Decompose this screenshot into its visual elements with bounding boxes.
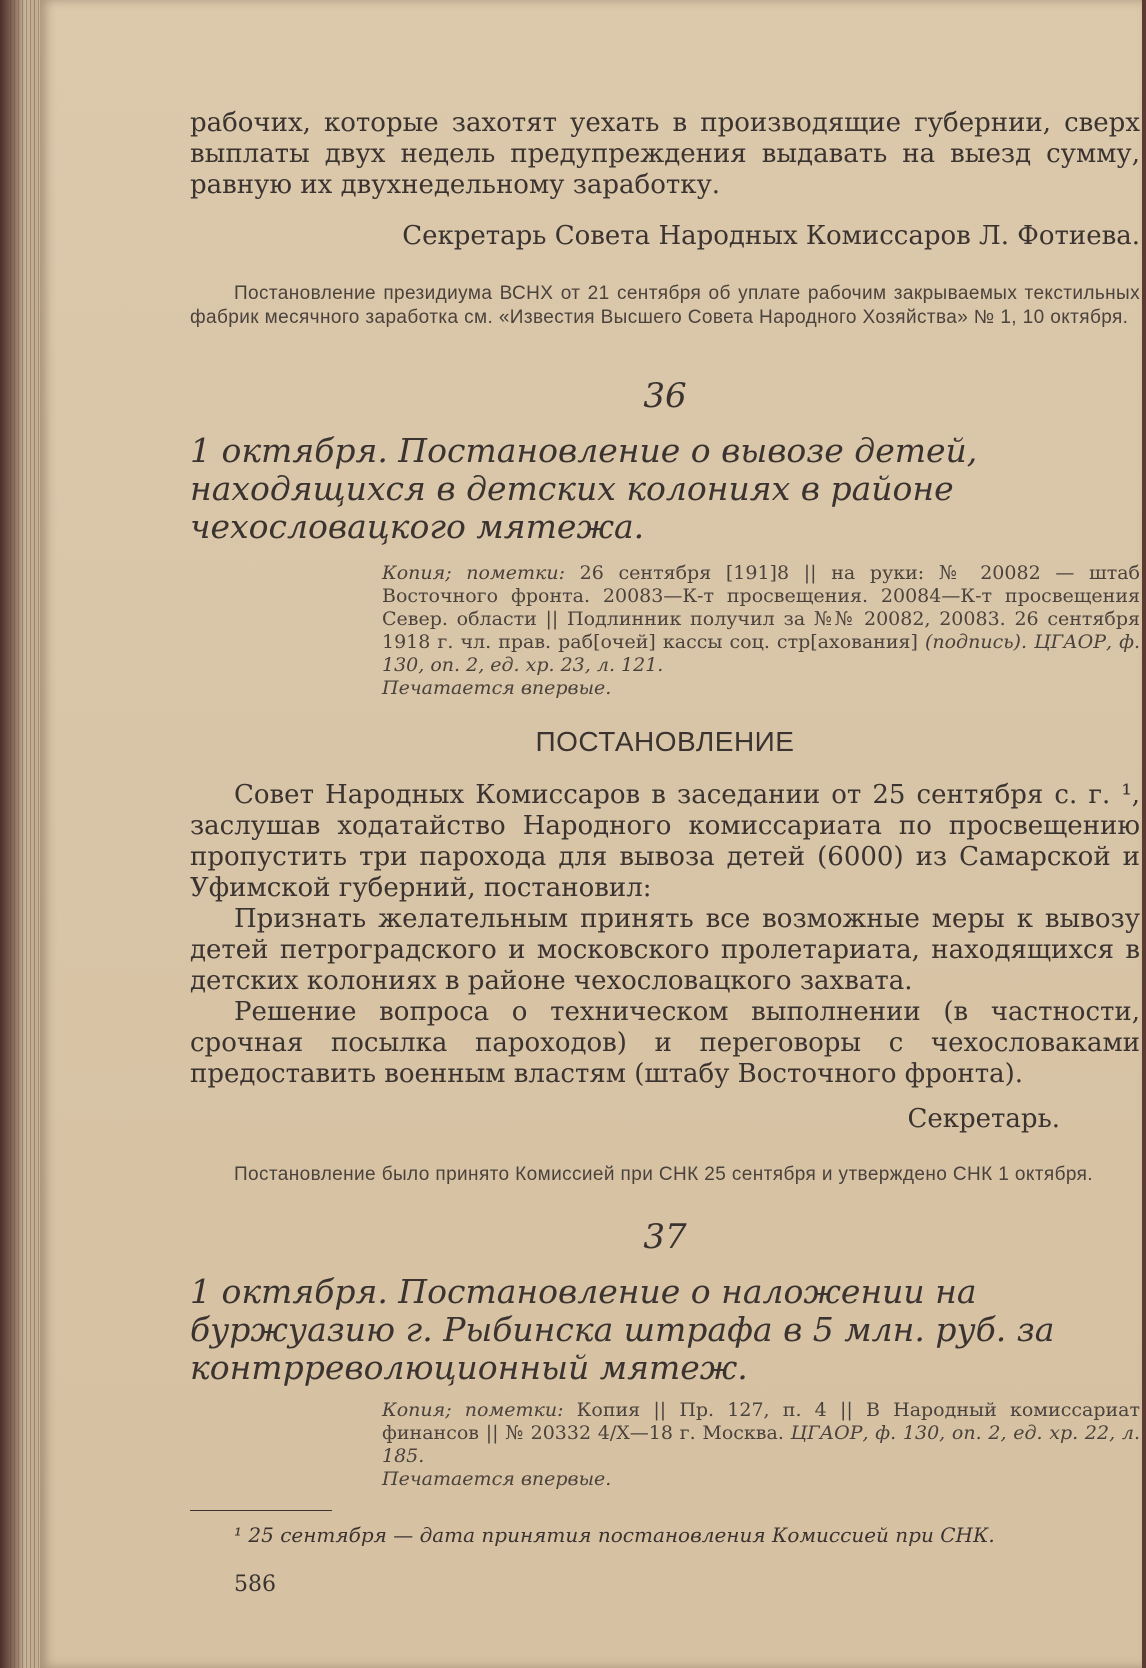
resolution-para-3: Решение вопроса о техническом выполнении (в частности, срочная посылка пароходов) и переговоры с чехословаками предоставить военным властям (штабу Восточного фронта). xyxy=(190,997,1140,1089)
resolution-para-1: Совет Народных Комиссаров в заседании от 25 сентября с. г. ¹, заслушав ходатайство Народного комиссариата по просвещению пропустить три парохода для вывоза детей (6000) из Самарской и Уфимской губерний, постановил: xyxy=(190,780,1140,903)
resolution-heading: ПОСТАНОВЛЕНИЕ xyxy=(535,726,795,757)
meta-text: Копия || Пр. 127, п. 4 || В Народный комиссариат финансов || № 20332 4/X—18 г. Москва. xyxy=(382,1399,1140,1444)
page-edges xyxy=(10,0,44,1668)
footnote-mark: ¹ xyxy=(234,1523,243,1547)
meta-text: 26 сентября [191]8 || на руки: № 20082 — штаб Восточного фронта. 20083—К-т просвещения. 20084—К-т просвещения Север. области || Подлинник получил за №№ 20082, 20083. 26 сентября 1918 г. чл. прав. раб[очей] кассы соц. стр[ахования] xyxy=(382,562,1140,653)
resolution-note: Постановление было принято Комиссией при СНК 25 сентября и утверждено СНК 1 октября. xyxy=(234,1164,1093,1185)
page-content xyxy=(190,108,1140,1547)
doc-title-37: 1 октября. Постановление о наложении на буржуазию г. Рыбинска штрафа в 5 млн. руб. за контрреволюционный мятеж. xyxy=(190,1272,1055,1387)
top-note: Постановление президиума ВСНХ от 21 сентября об уплате рабочим закрываемых текстильных фабрик месячного заработка см. «Известия Высшего Совета Народного Хозяйства» № 1, 10 октября. xyxy=(190,283,1140,328)
meta-label: Копия; пометки: xyxy=(382,1399,564,1421)
top-paragraph: рабочих, которые захотят уехать в производящие губернии, сверх выплаты двух недель предупреждения выдавать на выезд сумму, равную их двухнедельному заработку. xyxy=(190,108,1140,200)
first-print-36: Печатается впервые. xyxy=(382,677,612,699)
footnote-text: 25 сентября — дата принятия постановления Комиссией при СНК. xyxy=(248,1523,995,1547)
book-page xyxy=(40,0,1142,1668)
doc-meta-36 xyxy=(382,562,1140,700)
doc-meta-37 xyxy=(382,1399,1140,1491)
meta-archive: ЦГАОР, ф. 130, оп. 2, ед. хр. 23, л. 121. xyxy=(382,631,1140,676)
meta-archive: ЦГАОР, ф. 130, оп. 2, ед. хр. 22, л. 185. xyxy=(382,1422,1140,1467)
page-number: 586 xyxy=(234,1572,276,1597)
top-signature: Секретарь Совета Народных Комиссаров Л. Фотиева. xyxy=(402,221,1140,251)
footnote-rule xyxy=(190,1510,332,1511)
footnote xyxy=(190,1523,1140,1547)
doc-number-36: 36 xyxy=(643,376,687,416)
resolution-para-2: Признать желательным принять все возможные меры к вывозу детей петроградского и московского пролетариата, находящихся в детских колониях в районе чехословацкого захвата. xyxy=(190,904,1140,996)
resolution-signature: Секретарь. xyxy=(907,1104,1060,1134)
meta-sign: (подпись). xyxy=(924,631,1028,653)
first-print-37: Печатается впервые. xyxy=(382,1468,612,1490)
meta-label: Копия; пометки: xyxy=(382,562,565,584)
doc-number-37: 37 xyxy=(643,1217,687,1257)
doc-title-36: 1 октября. Постановление о вывозе детей, находящихся в детских колониях в районе чехословацкого мятежа. xyxy=(190,431,978,546)
